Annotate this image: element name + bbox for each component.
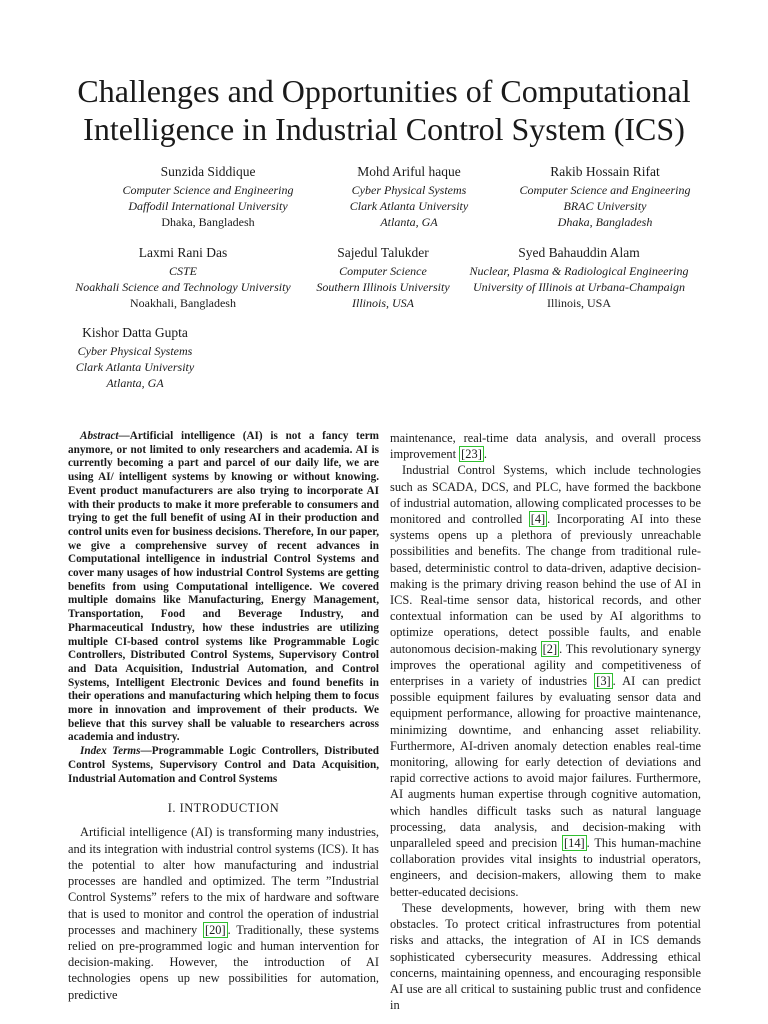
- intro-paragraph-2: Industrial Control Systems, which include technologies such as SCADA, DCS, and PLC, have formed the backbone of industrial automation, allowing complicated processes to be monitored and controlled [4] . Incorporating AI into these systems opens up a plethora of previously unreachable possibilities and benefits. The change from traditional rule-based, deterministic control to data-driven, adaptive decision-making is the primary driving reason behind the use of AI in ICS. Real-time sensor data, historical records, and other contextual information can be used by AI algorithms to optimize operations, detect possible faults, and enable autonomous decision-making [2] . This revolutionary synergy improves the operational agility and competitiveness of enterprises in a variety of industries [3] . AI can predict possible equipment failures by evaluating sensor data and equipment performance, allowing for proactive maintenance, minimizing downtime, and enhancing asset reliability. Furthermore, AI-driven anomaly detection enables real-time monitoring, allowing for early detection of deviations and rapid corrective actions to avoid major failures. Furthermore, AI augments human expertise through cognitive automation, which handles difficult tasks such as natural language processing, data analysis, and decision-making with unparalleled speed and precision [14] . This human-machine collaboration provides vital insights to industrial operators, engineers, and decision-makers, allowing them to make better-educated decisions.: [390, 463, 702, 899]
- author-location: Dhaka, Bangladesh: [557, 215, 653, 229]
- index-terms: [68, 745, 379, 786]
- intro-paragraph-1: Artificial intelligence (AI) is transforming many industries, and its integration with industrial control systems (ICS). It has the potential to alter how manufacturing and industrial processes are handled and optimized. The term ”Industrial Control Systems” refers to the mix of hardware and software that is used to monitor and control the operation of industrial processes and machinery [20] . Traditionally, these systems relied on pre-programmed logic and human intervention for decision-making. However, the introduction of AI technologies opens up new possibilities for automation, predictive: [68, 825, 379, 1002]
- author-name: Rakib Hossain Rifat: [550, 164, 660, 179]
- author-department: Cyber Physical Systems: [351, 183, 467, 197]
- author-block-3: [480, 163, 730, 230]
- author-department: Computer Science and Engineering: [519, 183, 691, 197]
- intro-paragraph-1-continued: maintenance, real-time data analysis, and overall process improvement [23] .: [390, 431, 701, 462]
- author-institution: Southern Illinois University: [316, 280, 450, 294]
- author-name: Laxmi Rani Das: [138, 245, 228, 260]
- author-institution: Noakhali Science and Technology University: [75, 280, 291, 294]
- author-location: Atlanta, GA: [380, 215, 438, 229]
- author-institution: Clark Atlanta University: [75, 360, 195, 374]
- citation-link[interactable]: [3]: [596, 674, 611, 689]
- author-location: Illinois, USA: [352, 296, 414, 310]
- abstract-text: —Artificial intelligence (AI) is not a fancy term anymore, or not limited to only researchers and academia. AI is currently becoming a part and parcel of our daily life, we are using AI/ intelligent systems by knowing or without knowing. Event product manufacturers are also trying to incorporate AI with their products to make it more preferable to consumers and trying to get the full benefit of using AI in their production and control units even for business decisions. Therefore, In our paper, we give a comprehensive survey of recent advances in Computational intelligence in industrial Control Systems and cover many usages of how industrial Control Systems are getting benefits from using Computational intelligence. We covered multiple domains like Manufacturing, Energy Management, Transportation, Food and Beverage Industry, and Pharmaceutical Industry, how these industries are utilizing multiple CI-based control systems like Programmable Logic Controllers, Distributed Control Systems, Supervisory Control and Data Acquisition, Industrial Automation, and Control Systems, Intelligent Electronic Devices and found benefits in their operations and manufacturing which helping them to focus more in innovation and improvement of their products. We believe that this survey shall be valuable to researchers across academia and industry.: [68, 430, 380, 744]
- author-institution: Clark Atlanta University: [349, 199, 469, 213]
- author-block-7: [10, 324, 260, 391]
- index-terms-label: Index Terms: [80, 745, 141, 758]
- citation-link[interactable]: [23]: [461, 447, 482, 462]
- author-location: Dhaka, Bangladesh: [161, 215, 255, 229]
- author-location: Noakhali, Bangladesh: [130, 296, 236, 310]
- author-institution: Daffodil International University: [128, 199, 288, 213]
- author-department: Computer Science: [339, 264, 427, 278]
- abstract-label: Abstract: [80, 430, 119, 442]
- author-name: Sajedul Talukder: [337, 245, 429, 260]
- section-heading-introduction: I. INTRODUCTION: [167, 801, 280, 816]
- citation-link[interactable]: [2]: [542, 641, 558, 656]
- author-name: Mohd Ariful haque: [357, 164, 461, 179]
- author-department: Computer Science and Engineering: [122, 183, 294, 197]
- citation-link[interactable]: [4]: [530, 512, 546, 527]
- left-column: [68, 430, 379, 1003]
- author-location: Illinois, USA: [546, 296, 611, 310]
- author-institution: BRAC University: [563, 199, 647, 213]
- paper-title: Challenges and Opportunities of Computational Intelligence in Industrial Control System (ICS): [77, 73, 691, 147]
- author-department: Cyber Physical Systems: [77, 344, 193, 358]
- author-department: Nuclear, Plasma & Radiological Engineering: [469, 264, 689, 278]
- intro-paragraph-3: These developments, however, bring with them new obstacles. To protect critical infrastructures from potential risks and attacks, the integration of AI in ICS demands sophisticated cybersecurity measures. Addressing ethical concerns, maintaining openness, and encouraging responsible AI use are all critical to sustaining public trust and confidence in: [390, 900, 701, 1013]
- right-column: [390, 430, 701, 1013]
- author-name: Sunzida Siddique: [160, 164, 256, 179]
- author-name: Syed Bahauddin Alam: [518, 245, 640, 260]
- citation-link[interactable]: [14]: [564, 836, 585, 851]
- citation-link[interactable]: [20]: [204, 922, 226, 937]
- abstract: [68, 430, 379, 745]
- author-institution: University of Illinois at Urbana-Champaign: [473, 280, 685, 294]
- author-department: CSTE: [168, 264, 197, 278]
- index-terms-text: —Programmable Logic Controllers, Distributed Control Systems, Supervisory Control and Data Acquisition, Industrial Automation and Control Systems: [68, 745, 379, 785]
- author-block-6: [454, 244, 704, 311]
- author-location: Atlanta, GA: [106, 376, 164, 390]
- author-name: Kishor Datta Gupta: [82, 325, 188, 340]
